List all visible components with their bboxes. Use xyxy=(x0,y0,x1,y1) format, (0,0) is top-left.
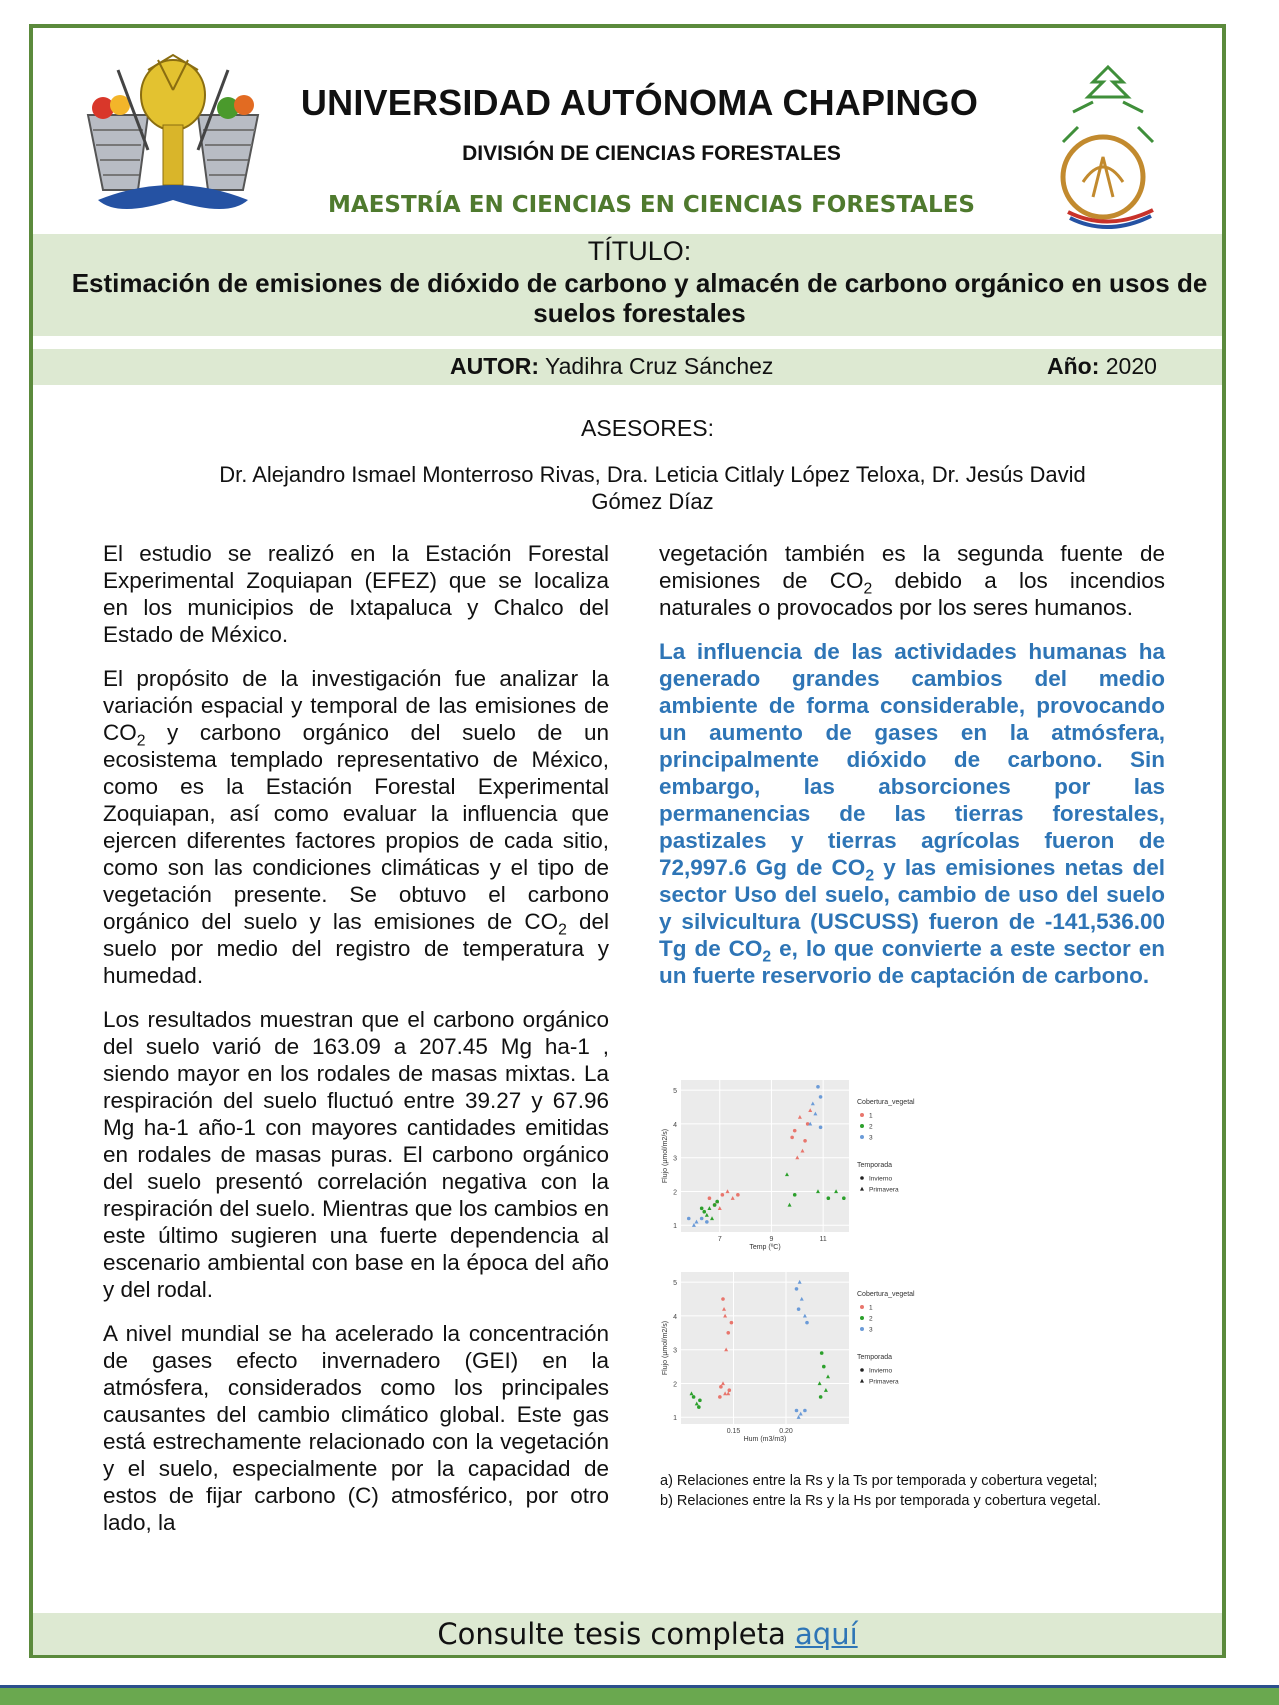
data-point xyxy=(827,1196,831,1200)
data-point xyxy=(728,1388,732,1392)
data-point xyxy=(708,1196,712,1200)
data-point xyxy=(819,1125,823,1129)
legend-swatch xyxy=(860,1187,864,1191)
scatter-chart-temperature xyxy=(659,1072,959,1252)
advisors-names: Dr. Alejandro Ismael Monterroso Rivas, Dra. Leticia Citlaly López Teloxa, Dr. Jesús David Gómez Díaz xyxy=(219,462,1086,514)
legend-swatch xyxy=(860,1305,864,1309)
data-point xyxy=(736,1193,740,1197)
x-axis-label: Temp (ºC) xyxy=(749,1244,781,1251)
year-label: Año: xyxy=(1047,353,1100,379)
data-point xyxy=(803,1139,807,1143)
legend-title: Temporada xyxy=(857,1162,893,1169)
author-line xyxy=(450,353,773,380)
x-tick-label: 11 xyxy=(819,1236,827,1243)
paragraph-study-site: El estudio se realizó en la Estación Forestal Experimental Zoquiapan (EFEZ) que se localiza en los municipios de Ixtapaluca y Chalco del Estado de México. xyxy=(103,541,609,647)
y-tick-label: 2 xyxy=(673,1381,677,1389)
figure-caption: a) Relaciones entre la Rs y la Ts por temporada y cobertura vegetal; b) Relaciones entre la Rs y la Hs por temporada y cobertura vegetal. xyxy=(660,1473,1101,1509)
data-point xyxy=(687,1217,691,1221)
year-line xyxy=(1047,353,1157,380)
author-label: AUTOR: xyxy=(450,353,540,379)
legend-swatch xyxy=(860,1176,864,1180)
legend-label: 2 xyxy=(869,1123,873,1131)
legend-title: Temporada xyxy=(857,1354,893,1361)
thesis-title: Estimación de emisiones de dióxido de carbono y almacén de carbono orgánico en usos de suelos forestales xyxy=(71,268,1208,328)
division-name: DIVISIÓN DE CIENCIAS FORESTALES xyxy=(462,142,841,165)
data-point xyxy=(795,1409,799,1413)
y-tick-label: 3 xyxy=(673,1347,677,1355)
legend-label: Primavera xyxy=(869,1378,899,1386)
paragraph-results: Los resultados muestran que el carbono orgánico del suelo varió de 163.09 a 207.45 Mg ha-1 , siendo mayor en los rodales de masas mixtas. La respiración del suelo fluctuó entre 39.27 y 67.96 Mg ha-1 año-1 con mayores cantidades emitidas en rodales de masas puras. El carbono orgánico del suelo presentó correlación negativa con la respiración del suelo. Mientras que los cambios en este último sugieren una fuerte dependencia al escenario ambiental con base en la época del año y del rodal. xyxy=(103,1007,609,1302)
legend-label: 1 xyxy=(869,1304,873,1312)
legend-label: Invierno xyxy=(869,1367,893,1375)
paragraph-purpose: El propósito de la investigación fue analizar la variación espacial y temporal de las emisiones de $CO_2$ y carbono orgánico del suelo de un ecosistema templado representativo de México, como es la Estación Forestal Experimental Zoquiapan, así como evaluar la influencia que ejercen diferentes factores propios de cada sitio, como son las condiciones climáticas y el tipo de vegetación presente. Se obtuvo el carbono orgánico del suelo y las emisiones de $CO_2$ del suelo por medio del registro de temperatura y humedad. xyxy=(103,666,609,988)
legend-swatch xyxy=(860,1368,864,1372)
legend-swatch xyxy=(860,1379,864,1383)
data-point xyxy=(793,1129,797,1133)
data-point xyxy=(715,1200,719,1204)
y-tick-label: 1 xyxy=(673,1223,677,1231)
plot-panel xyxy=(681,1080,849,1232)
data-point xyxy=(700,1207,704,1211)
data-point xyxy=(700,1217,704,1221)
data-point xyxy=(702,1210,706,1214)
data-point xyxy=(718,1395,722,1399)
data-point xyxy=(819,1395,823,1399)
y-tick-label: 4 xyxy=(673,1121,677,1129)
data-point xyxy=(730,1321,734,1325)
data-point xyxy=(721,1193,725,1197)
legend-title: Cobertura_vegetal xyxy=(857,1099,915,1106)
bottom-stripe-green xyxy=(0,1688,1279,1705)
legend-swatch xyxy=(860,1113,864,1117)
data-point xyxy=(697,1405,701,1409)
y-tick-label: 2 xyxy=(673,1189,677,1197)
data-point xyxy=(692,1395,696,1399)
left-column xyxy=(103,540,609,1553)
data-point xyxy=(719,1385,723,1389)
title-label: TÍTULO: xyxy=(587,236,692,266)
paragraph-global: A nivel mundial se ha acelerado la concentración de gases efecto invernadero (GEI) en la atmósfera, considerados como los principales causantes del cambio climático global. Este gas está estrechamente relacionado con la vegetación y el suelo, especialmente por la capacidad de estos de fijar carbono (C) atmosférico, por otro lado, la xyxy=(103,1321,609,1535)
data-point xyxy=(822,1365,826,1369)
footer-label: Consulte tesis completa xyxy=(437,1617,796,1651)
legend-title: Cobertura_vegetal xyxy=(857,1291,915,1298)
advisors-label: ASESORES: xyxy=(581,415,714,441)
right-column xyxy=(659,540,1165,1006)
legend-swatch xyxy=(860,1327,864,1331)
author-name: Yadihra Cruz Sánchez xyxy=(545,353,774,379)
y-axis-label: Flujo (µmol/m2/s) xyxy=(662,1128,669,1184)
y-tick-label: 1 xyxy=(673,1415,677,1423)
program-name: MAESTRÍA EN CIENCIAS EN CIENCIAS FORESTALES xyxy=(328,192,975,218)
scatter-chart-humidity xyxy=(659,1264,959,1446)
y-tick-label: 4 xyxy=(673,1313,677,1321)
x-axis-label: Hum (m3/m3) xyxy=(743,1436,787,1443)
university-name: UNIVERSIDAD AUTÓNOMA CHAPINGO xyxy=(300,82,979,123)
y-axis-label: Flujo (µmol/m2/s) xyxy=(662,1320,669,1376)
paragraph-vegetation: vegetación también es la segunda fuente de emisiones de $CO_2$ debido a los incendios naturales o provocados por los seres humanos. xyxy=(659,541,1165,620)
y-tick-label: 5 xyxy=(673,1088,677,1096)
data-point xyxy=(698,1399,702,1403)
x-tick-label: 0.20 xyxy=(779,1428,793,1435)
x-tick-label: 7 xyxy=(717,1236,722,1243)
data-point xyxy=(797,1307,801,1311)
legend-label: Primavera xyxy=(869,1186,899,1194)
legend-label: 3 xyxy=(869,1134,873,1142)
data-point xyxy=(713,1203,717,1207)
legend-swatch xyxy=(860,1316,864,1320)
data-point xyxy=(820,1351,824,1355)
thesis-link[interactable]: aquí xyxy=(795,1617,858,1651)
legend-swatch xyxy=(860,1135,864,1139)
data-point xyxy=(705,1220,709,1224)
y-tick-label: 5 xyxy=(673,1280,677,1288)
data-point xyxy=(816,1085,820,1089)
legend-label: 2 xyxy=(869,1315,873,1323)
data-point xyxy=(795,1287,799,1291)
legend-label: 1 xyxy=(869,1112,873,1120)
data-point xyxy=(805,1321,809,1325)
y-tick-label: 3 xyxy=(673,1155,677,1163)
legend-label: 3 xyxy=(869,1326,873,1334)
x-tick-label: 9 xyxy=(769,1236,774,1243)
plot-panel xyxy=(681,1272,849,1424)
year-value: 2020 xyxy=(1105,353,1157,379)
x-tick-label: 0.15 xyxy=(726,1428,741,1435)
data-point xyxy=(726,1331,730,1335)
data-point xyxy=(793,1193,797,1197)
data-point xyxy=(842,1196,846,1200)
highlight-paragraph: La influencia de las actividades humanas ha generado grandes cambios del medio ambiente de forma considerable, provocando un aumento de gases en la atmósfera, principalmente dióxido de carbono. Sin embargo, las absorciones por las permanencias de las tierras forestales, pastizales y tierras agrícolas fueron de 72,997.6 Gg de $CO_2$ y las emisiones netas del sector Uso del suelo, cambio de uso del suelo y silvicultura (USCUSS) fueron de -141,536.00 Tg de $CO_2$ e, lo que convierte a este sector en un fuerte reservorio de captación de carbono. xyxy=(659,639,1165,988)
data-point xyxy=(721,1297,725,1301)
legend-swatch xyxy=(860,1124,864,1128)
data-point xyxy=(790,1136,794,1140)
footer-text xyxy=(0,1617,1279,1651)
data-point xyxy=(803,1409,807,1413)
data-point xyxy=(819,1095,823,1099)
legend-label: Invierno xyxy=(869,1175,893,1183)
